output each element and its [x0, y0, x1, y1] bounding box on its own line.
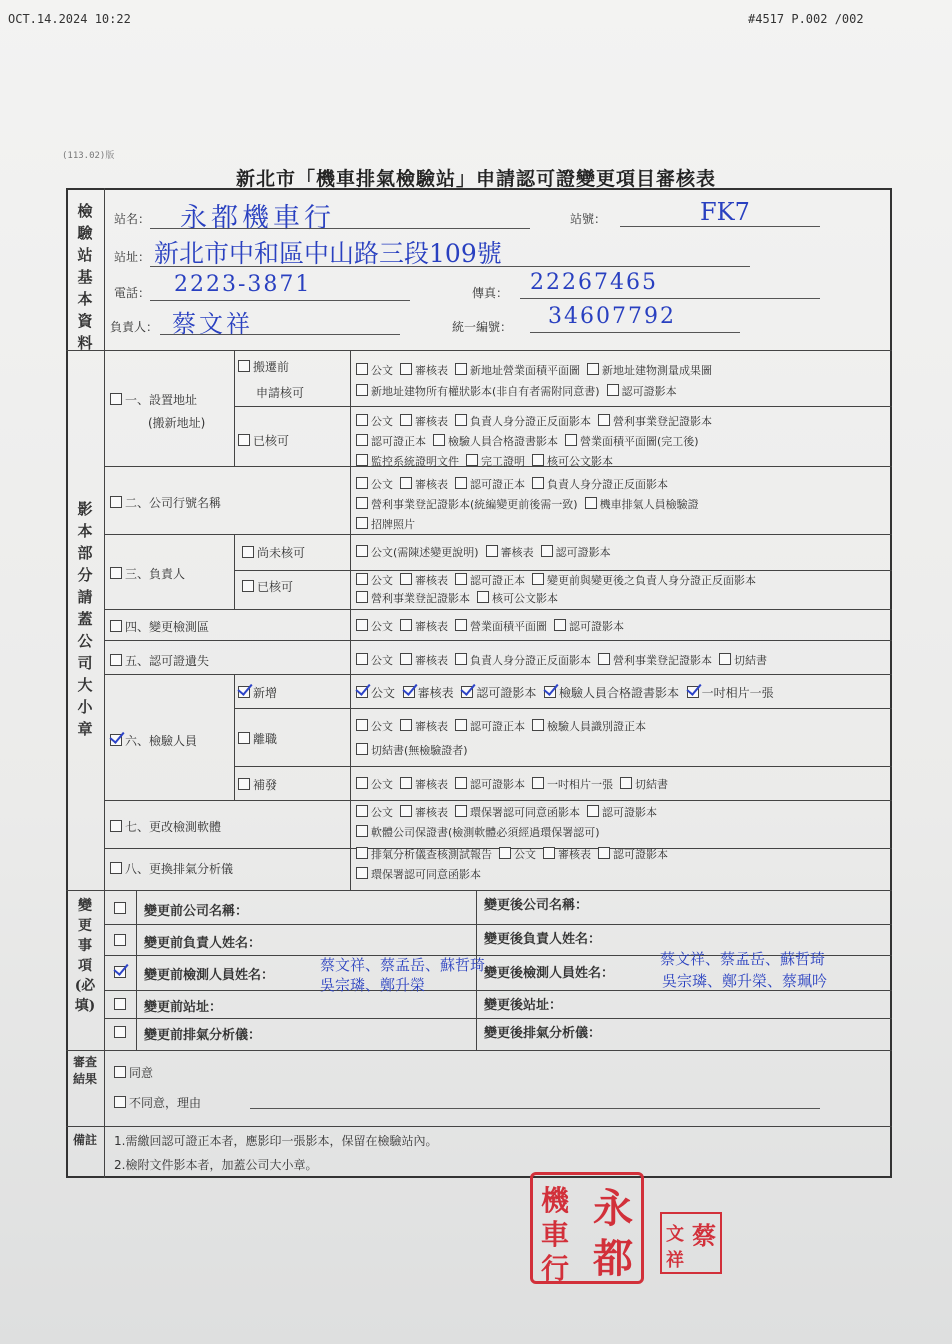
change-company-checkbox[interactable] — [114, 902, 126, 914]
agree-checkbox[interactable] — [114, 1066, 126, 1078]
divider-copy — [66, 890, 892, 891]
doc-checkbox[interactable] — [400, 414, 412, 426]
item1a-doc-line2: 新地址建物所有權狀影本(非自有者需附同意書) 認可證影本 — [356, 383, 677, 399]
row-line — [104, 924, 892, 925]
fax-label: 傳真： — [472, 286, 509, 300]
station-code-label: 站號： — [570, 212, 607, 226]
after-staff-label: 變更後檢測人員姓名： — [484, 966, 615, 981]
item6c-docs: 公文 審核表 認可證影本 一吋相片一張 切結書 — [356, 776, 668, 792]
doc-checkbox[interactable] — [356, 573, 368, 585]
fax-header-page: #4517 P.002 /002 — [748, 12, 864, 26]
doc-checkbox-checked[interactable] — [687, 686, 699, 698]
before-owner-label: 變更前負責人姓名： — [144, 936, 262, 951]
doc-checkbox-checked[interactable] — [461, 686, 473, 698]
doc-checkbox[interactable] — [620, 777, 632, 789]
doc-checkbox[interactable] — [565, 434, 577, 446]
doc-checkbox[interactable] — [356, 777, 368, 789]
doc-checkbox[interactable] — [587, 363, 599, 375]
review-disagree: 不同意，理由 — [114, 1094, 201, 1111]
before-staff-label: 變更前檢測人員姓名： — [144, 968, 275, 983]
divider-review — [66, 1126, 892, 1127]
notes-section-label: 備註 — [72, 1133, 97, 1147]
doc-checkbox[interactable] — [356, 545, 368, 557]
item6b-doc-line2: 切結書(無檢驗證者) — [356, 742, 468, 758]
change-staff-checkbox-checked[interactable] — [114, 966, 126, 978]
doc-checkbox[interactable] — [400, 363, 412, 375]
underline — [520, 298, 820, 299]
underline — [160, 334, 400, 335]
doc-checkbox[interactable] — [356, 454, 368, 466]
item6-checkbox-checked[interactable] — [110, 734, 122, 746]
after-staff-value-line1: 蔡文祥、蔡孟岳、蘇哲琦 — [660, 950, 826, 968]
fax-value: 22267465 — [530, 270, 658, 295]
doc-checkbox[interactable] — [598, 414, 610, 426]
doc-checkbox[interactable] — [455, 619, 467, 631]
item5-docs: 公文 審核表 負責人身分證正反面影本 營利事業登記證影本 切結書 — [356, 652, 767, 668]
doc-checkbox[interactable] — [477, 591, 489, 603]
doc-checkbox[interactable] — [607, 384, 619, 396]
item8-doc-line2: 環保署認可同意函影本 — [356, 866, 481, 882]
col-line — [136, 890, 137, 1050]
item3b-doc-line1: 公文 審核表 認可證正本 變更前與變更後之負責人身分證正反面影本 — [356, 572, 756, 588]
item6-option-reissue: 補發 — [238, 776, 277, 793]
doc-checkbox[interactable] — [356, 497, 368, 509]
item1-label: 一、設置地址 — [110, 391, 197, 408]
item3a-checkbox[interactable] — [242, 546, 254, 558]
doc-checkbox[interactable] — [356, 619, 368, 631]
doc-checkbox[interactable] — [455, 477, 467, 489]
item3a-docs: 公文(需陳述變更說明) 審核表 認可證影本 — [356, 544, 611, 560]
item1-option-b: 已核可 — [238, 432, 289, 449]
doc-checkbox-checked[interactable] — [356, 686, 368, 698]
change-address-checkbox[interactable] — [114, 998, 126, 1010]
doc-checkbox[interactable] — [532, 477, 544, 489]
seal-char: 車 — [541, 1218, 570, 1251]
item1-checkbox[interactable] — [110, 393, 122, 405]
item6b-doc-line1: 公文 審核表 認可證正本 檢驗人員識別證正本 — [356, 718, 646, 734]
underline — [530, 332, 740, 333]
item2-doc-line1: 公文 審核表 認可證正本 負責人身分證正反面影本 — [356, 476, 668, 492]
doc-checkbox[interactable] — [532, 777, 544, 789]
after-staff-value-line2: 吳宗璘、鄭升榮、蔡珮吟 — [662, 972, 828, 990]
item1a-doc-line1: 公文 審核表 新地址營業面積平面圖 新地址建物測量成果圖 — [356, 362, 712, 378]
doc-checkbox[interactable] — [598, 653, 610, 665]
divider-change — [66, 1050, 892, 1051]
doc-checkbox[interactable] — [356, 384, 368, 396]
row-line — [234, 766, 892, 767]
item4-label: 四、變更檢測區 — [110, 618, 209, 635]
basic-section-label: 檢驗站基本資料 — [77, 202, 93, 352]
item1-option-a2: 申請核可 — [256, 386, 305, 400]
item3-label: 三、負責人 — [110, 565, 185, 582]
label-column-line — [104, 188, 105, 1178]
doc-checkbox[interactable] — [356, 653, 368, 665]
note-2: 2.檢附文件影本者，加蓋公司大小章。 — [114, 1158, 318, 1172]
change-section-label: 變更事項(必填) — [74, 898, 96, 1014]
underline — [150, 300, 410, 301]
station-address-label: 站址： — [114, 250, 151, 264]
doc-checkbox[interactable] — [587, 805, 599, 817]
seal-char: 文 — [666, 1224, 684, 1245]
disagree-checkbox[interactable] — [114, 1096, 126, 1108]
doc-checkbox[interactable] — [356, 477, 368, 489]
note-1: 1.需繳回認可證正本者，應影印一張影本，保留在檢驗站內。 — [114, 1134, 438, 1148]
row-line — [104, 609, 892, 610]
doc-checkbox[interactable] — [532, 454, 544, 466]
doc-checkbox[interactable] — [455, 363, 467, 375]
after-address-label: 變更後站址： — [484, 998, 563, 1013]
underline — [620, 226, 820, 227]
review-agree: 同意 — [114, 1064, 153, 1081]
doc-checkbox[interactable] — [400, 777, 412, 789]
item2-checkbox[interactable] — [110, 496, 122, 508]
item6-option-resign: 離職 — [238, 730, 277, 747]
after-company-label: 變更後公司名稱： — [484, 898, 589, 913]
fax-header-datetime: OCT.14.2024 10:22 — [8, 12, 131, 26]
doc-checkbox[interactable] — [356, 825, 368, 837]
doc-checkbox-checked[interactable] — [403, 686, 415, 698]
copy-section-label: 影本部分請蓋公司大小章 — [77, 500, 93, 738]
item6c-checkbox[interactable] — [238, 778, 250, 790]
seal-char: 蔡 — [692, 1221, 716, 1250]
after-owner-label: 變更後負責人姓名： — [484, 932, 602, 947]
doc-checkbox[interactable] — [598, 847, 610, 859]
doc-checkbox[interactable] — [466, 454, 478, 466]
col-line — [234, 674, 235, 800]
doc-checkbox[interactable] — [400, 573, 412, 585]
row-line — [234, 570, 892, 571]
doc-checkbox[interactable] — [356, 743, 368, 755]
doc-checkbox-checked[interactable] — [544, 686, 556, 698]
tel-label: 電話： — [114, 286, 151, 300]
before-analyzer-label: 變更前排氣分析儀： — [144, 1028, 262, 1043]
before-staff-value-line2: 吳宗璘、鄭升榮 — [320, 976, 426, 994]
underline — [150, 266, 750, 267]
item4-checkbox[interactable] — [110, 620, 122, 632]
seal-char: 都 — [593, 1235, 633, 1282]
doc-checkbox[interactable] — [554, 619, 566, 631]
item6a-docs: 公文 審核表 認可證影本 檢驗人員合格證書影本 一吋相片一張 — [356, 684, 774, 701]
doc-checkbox[interactable] — [400, 805, 412, 817]
station-name-value: 永都機車行 — [180, 203, 335, 234]
form-version: (113.02)版 — [62, 151, 115, 161]
doc-checkbox[interactable] — [400, 477, 412, 489]
before-staff-value-line1: 蔡文祥、蔡孟岳、蘇哲琦 — [320, 956, 486, 974]
item1-sub: (搬新地址) — [148, 416, 206, 430]
doc-checkbox[interactable] — [356, 434, 368, 446]
doc-checkbox[interactable] — [400, 719, 412, 731]
item2-label: 二、公司行號名稱 — [110, 494, 221, 511]
item1b-doc-line1: 公文 審核表 負責人身分證正反面影本 營利事業登記證影本 — [356, 413, 712, 429]
item6b-checkbox[interactable] — [238, 732, 250, 744]
item6-option-add: 新增 — [238, 684, 277, 701]
doc-checkbox[interactable] — [532, 719, 544, 731]
before-company-label: 變更前公司名稱： — [144, 904, 249, 919]
item8-doc-line1: 排氣分析儀查核測試報告 公文 審核表 認可證影本 — [356, 846, 668, 862]
item4-docs: 公文 審核表 營業面積平面圖 認可證影本 — [356, 618, 624, 634]
doc-checkbox[interactable] — [455, 414, 467, 426]
doc-checkbox[interactable] — [532, 573, 544, 585]
item6a-checkbox-checked[interactable] — [238, 686, 250, 698]
change-owner-checkbox[interactable] — [114, 934, 126, 946]
seal-char: 永 — [593, 1185, 633, 1232]
doc-checkbox[interactable] — [400, 653, 412, 665]
item3-option-a: 尚未核可 — [242, 544, 305, 561]
after-analyzer-label: 變更後排氣分析儀： — [484, 1026, 602, 1041]
company-seal-stamp — [530, 1172, 644, 1284]
item7-label: 七、更改檢測軟體 — [110, 818, 221, 835]
seal-char: 行 — [541, 1252, 570, 1285]
item3b-doc-line2: 營利事業登記證影本 核可公文影本 — [356, 590, 558, 606]
row-line — [234, 406, 892, 407]
underline — [150, 228, 530, 229]
item1b-doc-line2: 認可證正本 檢驗人員合格證書影本 營業面積平面圖(完工後) — [356, 433, 699, 449]
seal-char: 機 — [541, 1184, 570, 1217]
form-title: 新北市「機車排氣檢驗站」申請認可證變更項目審核表 — [235, 168, 716, 190]
row-line — [234, 708, 892, 709]
item1a-checkbox[interactable] — [238, 360, 250, 372]
doc-checkbox[interactable] — [455, 777, 467, 789]
doc-checkbox[interactable] — [499, 847, 511, 859]
before-address-label: 變更前站址： — [144, 1000, 223, 1015]
doc-checkbox[interactable] — [719, 653, 731, 665]
doc-checkbox[interactable] — [356, 805, 368, 817]
doc-checkbox[interactable] — [356, 847, 368, 859]
row-line — [104, 640, 892, 641]
col-line — [234, 350, 235, 466]
review-section-label: 審查結果 — [72, 1055, 97, 1086]
doc-checkbox[interactable] — [400, 619, 412, 631]
item2-doc-line3: 招牌照片 — [356, 516, 415, 532]
col-line — [350, 350, 351, 890]
item2-doc-line2: 營利事業登記證影本(統編變更前後需一致) 機車排氣人員檢驗證 — [356, 496, 699, 512]
doc-checkbox[interactable] — [541, 545, 553, 557]
item1-option-a: 搬遷前 — [238, 358, 289, 375]
station-name-label: 站名： — [114, 212, 151, 226]
owner-seal-stamp — [660, 1212, 722, 1274]
item7-doc-line1: 公文 審核表 環保署認可同意函影本 認可證影本 — [356, 804, 657, 820]
doc-checkbox[interactable] — [455, 573, 467, 585]
doc-checkbox[interactable] — [356, 867, 368, 879]
doc-checkbox[interactable] — [455, 719, 467, 731]
item3-checkbox[interactable] — [110, 567, 122, 579]
doc-checkbox[interactable] — [356, 414, 368, 426]
station-address-value: 新北市中和區中山路三段109號 — [154, 239, 502, 268]
seal-char: 祥 — [666, 1250, 684, 1271]
item3b-checkbox[interactable] — [242, 580, 254, 592]
item8-checkbox[interactable] — [110, 862, 122, 874]
row-line — [104, 534, 892, 535]
doc-checkbox[interactable] — [543, 847, 555, 859]
doc-checkbox[interactable] — [585, 497, 597, 509]
row-line — [104, 800, 892, 801]
item7-doc-line2: 軟體公司保證書(檢測軟體必須經過環保署認可) — [356, 824, 600, 840]
station-code-value: FK7 — [700, 198, 750, 226]
underline — [250, 1108, 820, 1109]
tax-id-label: 統一編號： — [452, 320, 513, 334]
doc-checkbox[interactable] — [433, 434, 445, 446]
item8-label: 八、更換排氣分析儀 — [110, 860, 233, 877]
item5-checkbox[interactable] — [110, 654, 122, 666]
tax-id-value: 34607792 — [548, 304, 676, 329]
divider-basic — [66, 350, 892, 351]
doc-checkbox[interactable] — [356, 363, 368, 375]
item3-option-b: 已核可 — [242, 578, 293, 595]
doc-checkbox[interactable] — [455, 805, 467, 817]
doc-checkbox[interactable] — [356, 719, 368, 731]
item7-checkbox[interactable] — [110, 820, 122, 832]
item6-label: 六、檢驗人員 — [110, 732, 197, 749]
item5-label: 五、認可證遺失 — [110, 652, 209, 669]
doc-checkbox[interactable] — [356, 517, 368, 529]
item1b-doc-line3: 監控系統證明文件 完工證明 核可公文影本 — [356, 453, 613, 469]
doc-checkbox[interactable] — [455, 653, 467, 665]
owner-label: 負責人： — [110, 320, 159, 334]
tel-value: 2223-3871 — [174, 272, 312, 297]
doc-checkbox[interactable] — [486, 545, 498, 557]
row-line — [104, 1018, 892, 1019]
change-analyzer-checkbox[interactable] — [114, 1026, 126, 1038]
doc-checkbox[interactable] — [356, 591, 368, 603]
col-line — [234, 534, 235, 609]
item1b-checkbox[interactable] — [238, 434, 250, 446]
row-line — [104, 674, 892, 675]
owner-value: 蔡文祥 — [172, 310, 253, 338]
